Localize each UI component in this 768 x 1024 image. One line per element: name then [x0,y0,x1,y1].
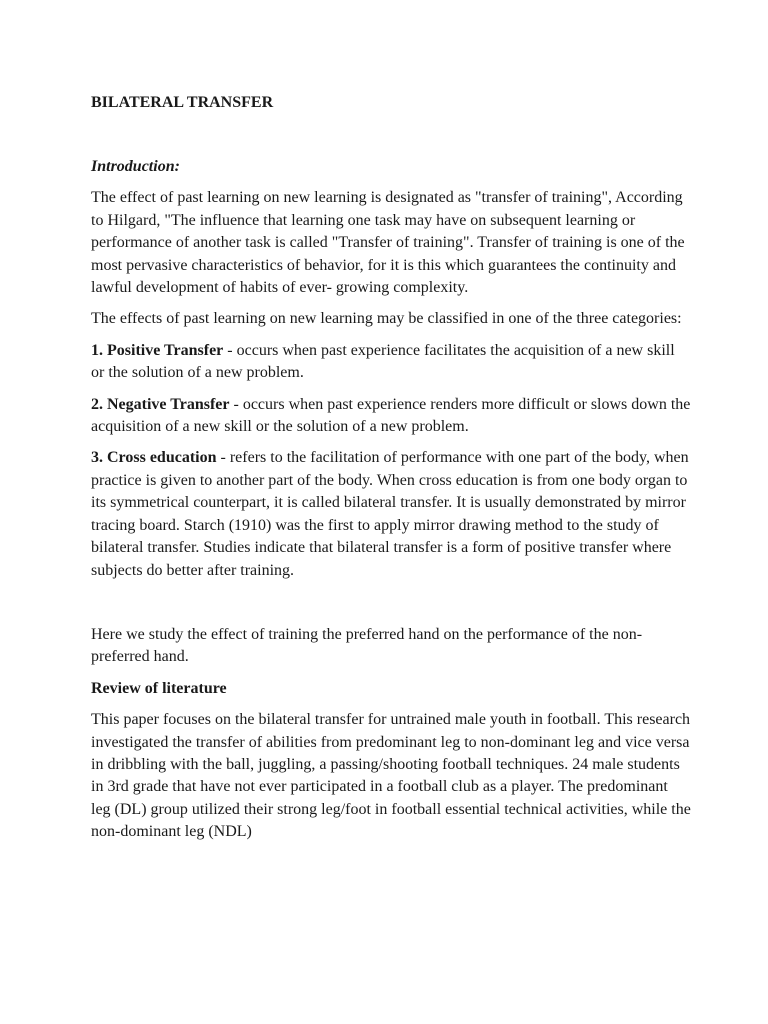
document-title: BILATERAL TRANSFER [91,94,274,111]
intro-paragraph-2: The effects of past learning on new learning may be classified in one of the three categories: [91,310,682,328]
definition-negative-transfer: - occurs when past experience renders more difficult or slows down the acquisition of a new skill or the solution of a new problem. [91,395,691,436]
intro-paragraph-3: Here we study the effect of training the preferred hand on the performance of the non-preferred hand. [91,625,643,666]
review-paragraph-1: This paper focuses on the bilateral transfer for untrained male youth in football. This research investigated the transfer of abilities from predominant leg to non-dominant leg and vice versa in dribbling with the ball, juggling, a passing/shooting football techniques. 24 male students in 3rd grade that have not ever participated in a football club as a player. The predominant leg (DL) group utilized their strong leg/foot in football essential technical activities, while the non-dominant leg (NDL) [91,711,691,841]
intro-paragraph-1: The effect of past learning on new learning is designated as "transfer of training", According to Hilgard, "The influence that learning one task may have on subsequent learning or performance of another task is called "Transfer of training". Transfer of training is one of the most pervasive characteristics of behavior, for it is this which guarantees the continuity and lawful development of habits of ever- growing complexity. [91,189,685,297]
term-cross-education: 3. Cross education [91,449,217,467]
definition-cross-education: - refers to the facilitation of performance with one part of the body, when practice is given to another part of the body. When cross education is from one body organ to its symmetrical counterpart, it is called bilateral transfer. It is usually demonstrated by mirror tracing board. Starch (1910) was the first to apply mirror drawing method to the study of bilateral transfer. Studies indicate that bilateral transfer is a form of positive transfer where subjects do better after training. [91,449,689,579]
definition-positive-transfer: - occurs when past experience facilitates the acquisition of a new skill or the solution of a new problem. [91,341,675,382]
term-positive-transfer: 1. Positive Transfer [91,341,224,359]
list-item-positive-transfer [91,340,691,385]
review-heading: Review of literature [91,679,227,697]
list-item-negative-transfer [91,394,691,439]
document-page [91,92,691,844]
term-negative-transfer: 2. Negative Transfer [91,395,230,413]
list-item-cross-education [91,447,691,581]
introduction-heading: Introduction: [91,158,180,175]
